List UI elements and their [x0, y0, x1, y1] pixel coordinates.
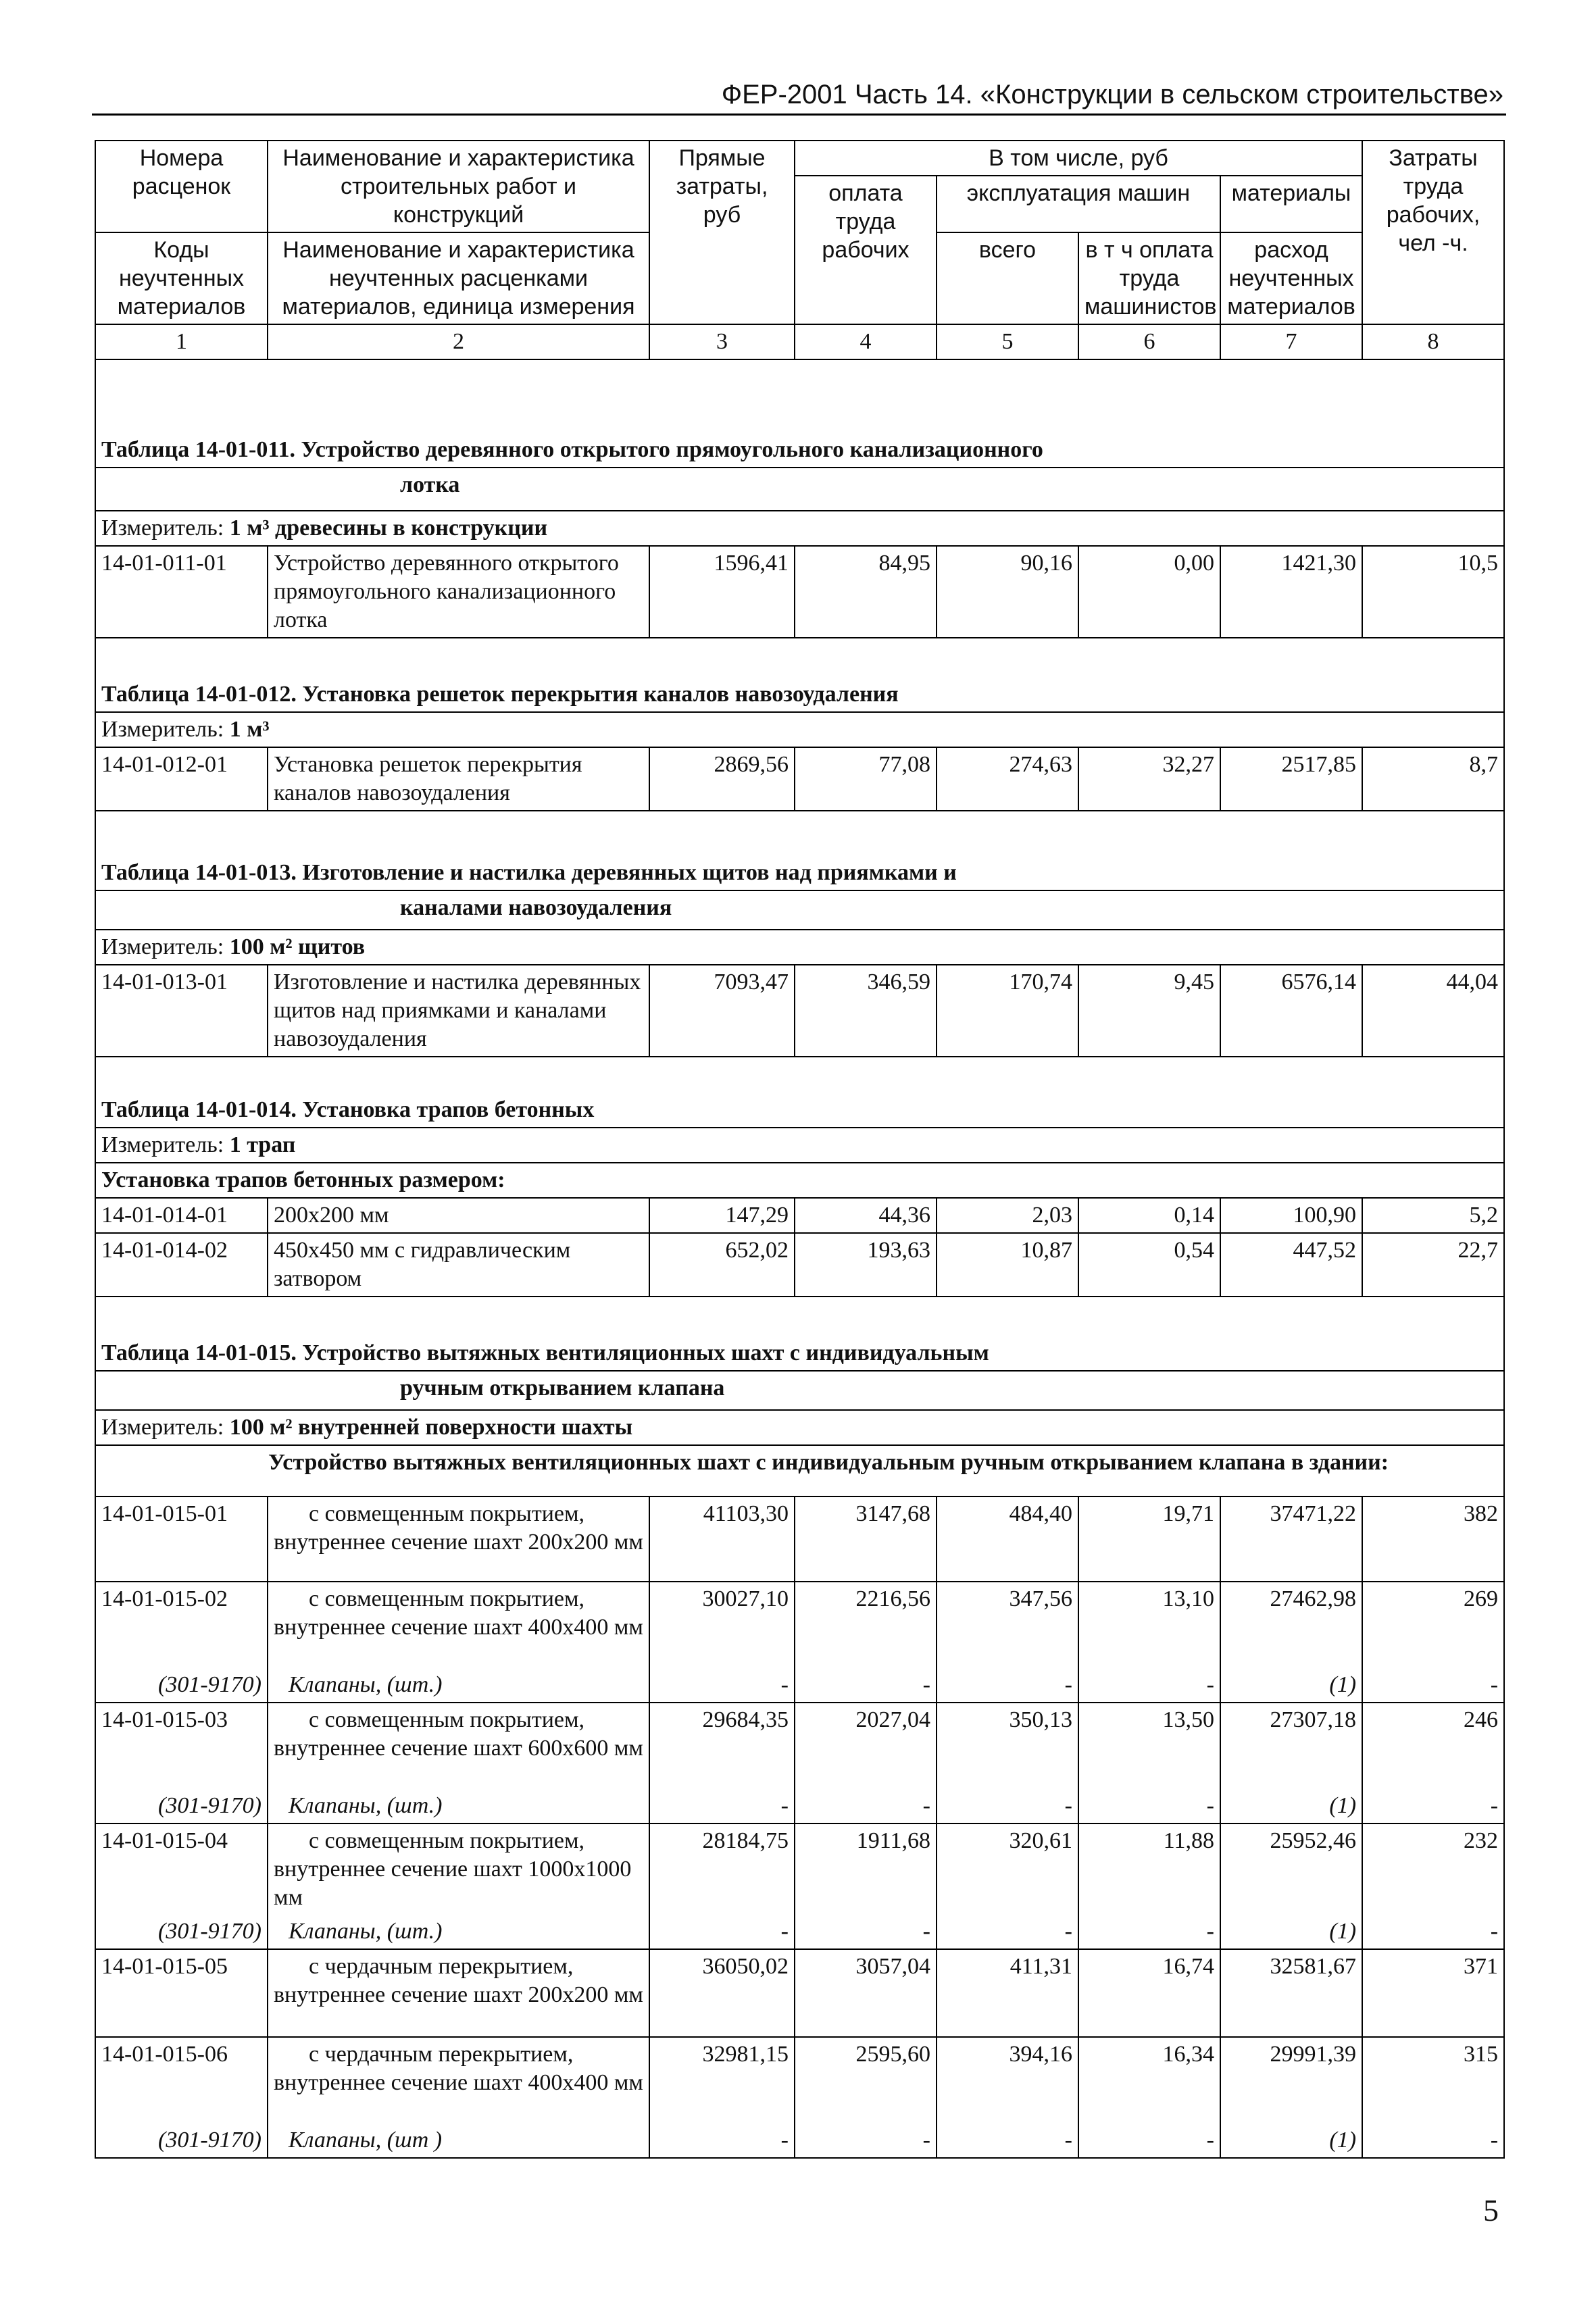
cell-machines: - [937, 1915, 1078, 1949]
cell-hours: - [1362, 2123, 1504, 2158]
cell-materials: (1) [1220, 1915, 1362, 1949]
cell-direct: 652,02 [649, 1233, 795, 1297]
cell-direct: 1596,41 [649, 546, 795, 638]
table-title: Таблица 14-01-012. Установка решеток перекрытия каналов навозоудаления [95, 638, 1504, 712]
material-name: Клапаны, (шт ) [268, 2123, 649, 2158]
cell-machines: 347,56 [937, 1582, 1078, 1668]
cell-operators: 13,10 [1078, 1582, 1220, 1668]
cell-labor: - [795, 1789, 937, 1823]
cell-operators: 13,50 [1078, 1703, 1220, 1789]
cell-labor: 3057,04 [795, 1949, 937, 2037]
running-header: ФЕР-2001 Часть 14. «Конструкции в сельском строительстве» [721, 80, 1503, 109]
cell-materials: 27307,18 [1220, 1703, 1362, 1789]
row-code: 14-01-011-01 [95, 546, 268, 638]
measure: Измеритель: 100 м² внутренней поверхности шахты [95, 1410, 1504, 1445]
cell-labor: 2027,04 [795, 1703, 937, 1789]
cell-materials: 25952,46 [1220, 1823, 1362, 1915]
cell-hours: - [1362, 1668, 1504, 1703]
cell-direct: 36050,02 [649, 1949, 795, 2037]
cell-direct: 41103,30 [649, 1496, 795, 1582]
cell-labor: 2595,60 [795, 2037, 937, 2123]
cell-operators: - [1078, 1789, 1220, 1823]
row-name: 200х200 мм [268, 1198, 649, 1233]
cell-labor: - [795, 2123, 937, 2158]
col-header-2-top: Наименование и характеристика строительных работ и конструкций [268, 141, 649, 232]
col-header-1-top: Номера расценок [95, 141, 268, 232]
col-header-1-bottom: Коды неучтенных материалов [95, 232, 268, 324]
col-number: 5 [937, 324, 1078, 359]
cell-operators: 11,88 [1078, 1823, 1220, 1915]
col-header-3: Прямые затраты, руб [649, 141, 795, 324]
row-name: с совмещенным покрытием, внутреннее сечение шахт 200х200 мм [268, 1496, 649, 1582]
cell-operators: 19,71 [1078, 1496, 1220, 1582]
col-number: 8 [1362, 324, 1504, 359]
measure: Измеритель: 1 м³ [95, 712, 1504, 747]
cell-machines: - [937, 1668, 1078, 1703]
cell-hours: 22,7 [1362, 1233, 1504, 1297]
cell-materials: 29991,39 [1220, 2037, 1362, 2123]
table-title-cont: каналами навозоудаления [95, 890, 1504, 930]
row-code: 14-01-015-02 [95, 1582, 268, 1668]
cell-labor: 3147,68 [795, 1496, 937, 1582]
cell-hours: 382 [1362, 1496, 1504, 1582]
table-title-cont: ручным открыванием клапана [95, 1371, 1504, 1410]
cell-operators: - [1078, 1915, 1220, 1949]
cell-direct: - [649, 2123, 795, 2158]
cell-direct: 32981,15 [649, 2037, 795, 2123]
cell-hours: 232 [1362, 1823, 1504, 1915]
cell-machines: 320,61 [937, 1823, 1078, 1915]
material-name: Клапаны, (шт.) [268, 1789, 649, 1823]
cell-hours: 371 [1362, 1949, 1504, 2037]
row-code: 14-01-015-04 [95, 1823, 268, 1915]
row-code: 14-01-015-03 [95, 1703, 268, 1789]
row-code: 14-01-014-01 [95, 1198, 268, 1233]
cell-labor: 2216,56 [795, 1582, 937, 1668]
cell-operators: 0,14 [1078, 1198, 1220, 1233]
cell-direct: 28184,75 [649, 1823, 795, 1915]
row-code: 14-01-014-02 [95, 1233, 268, 1297]
cell-machines: 90,16 [937, 546, 1078, 638]
table-title-cont: лотка [95, 468, 1504, 511]
col-number: 2 [268, 324, 649, 359]
material-code: (301-9170) [95, 1915, 268, 1949]
cell-hours: 5,2 [1362, 1198, 1504, 1233]
price-table [95, 140, 1505, 2159]
row-name: с совмещенным покрытием, внутреннее сечение шахт 600х600 мм [268, 1703, 649, 1789]
col-number: 3 [649, 324, 795, 359]
row-code: 14-01-015-06 [95, 2037, 268, 2123]
row-code: 14-01-012-01 [95, 747, 268, 811]
material-name: Клапаны, (шт.) [268, 1668, 649, 1703]
cell-machines: 2,03 [937, 1198, 1078, 1233]
header-rule [92, 114, 1506, 116]
cell-materials: 6576,14 [1220, 965, 1362, 1057]
col-header-7: расход неучтенных материалов [1220, 232, 1362, 324]
subheading: Устройство вытяжных вентиляционных шахт с индивидуальным ручным открыванием клапана в здании: [95, 1445, 1504, 1496]
col-header-materials: материалы [1220, 176, 1362, 232]
cell-materials: 27462,98 [1220, 1582, 1362, 1668]
material-name: Клапаны, (шт.) [268, 1915, 649, 1949]
material-code: (301-9170) [95, 1668, 268, 1703]
row-code: 14-01-013-01 [95, 965, 268, 1057]
cell-machines: - [937, 2123, 1078, 2158]
cell-direct: - [649, 1668, 795, 1703]
cell-operators: 0,00 [1078, 546, 1220, 638]
cell-machines: - [937, 1789, 1078, 1823]
col-number: 7 [1220, 324, 1362, 359]
cell-labor: 193,63 [795, 1233, 937, 1297]
cell-labor: - [795, 1668, 937, 1703]
row-code: 14-01-015-05 [95, 1949, 268, 2037]
cell-machines: 170,74 [937, 965, 1078, 1057]
table-title: Таблица 14-01-015. Устройство вытяжных вентиляционных шахт с индивидуальным [95, 1297, 1504, 1371]
measure: Измеритель: 100 м² щитов [95, 930, 1504, 965]
material-code: (301-9170) [95, 2123, 268, 2158]
cell-materials: 37471,22 [1220, 1496, 1362, 1582]
cell-hours: 8,7 [1362, 747, 1504, 811]
cell-operators: - [1078, 2123, 1220, 2158]
col-header-8: Затраты труда рабочих, чел -ч. [1362, 141, 1504, 324]
col-header-6: в т ч оплата труда машинистов [1078, 232, 1220, 324]
cell-labor: 77,08 [795, 747, 937, 811]
cell-hours: - [1362, 1915, 1504, 1949]
cell-direct: 2869,56 [649, 747, 795, 811]
cell-machines: 350,13 [937, 1703, 1078, 1789]
cell-hours: 44,04 [1362, 965, 1504, 1057]
table-title: Таблица 14-01-013. Изготовление и настилка деревянных щитов над приямками и [95, 811, 1504, 890]
cell-operators: 0,54 [1078, 1233, 1220, 1297]
cell-direct: - [649, 1789, 795, 1823]
cell-materials: (1) [1220, 2123, 1362, 2158]
cell-labor: 84,95 [795, 546, 937, 638]
row-name: с совмещенным покрытием, внутреннее сечение шахт 1000х1000 мм [268, 1823, 649, 1915]
cell-materials: 447,52 [1220, 1233, 1362, 1297]
cell-operators: 32,27 [1078, 747, 1220, 811]
row-name: 450х450 мм с гидравлическим затвором [268, 1233, 649, 1297]
table-title: Таблица 14-01-011. Устройство деревянного открытого прямоугольного канализационного [95, 359, 1504, 468]
col-header-2-bottom: Наименование и характеристика неучтенных расценками материалов, единица измерения [268, 232, 649, 324]
cell-materials: 2517,85 [1220, 747, 1362, 811]
cell-hours: 315 [1362, 2037, 1504, 2123]
cell-machines: 411,31 [937, 1949, 1078, 2037]
material-code: (301-9170) [95, 1789, 268, 1823]
cell-direct: 30027,10 [649, 1582, 795, 1668]
cell-labor: 1911,68 [795, 1823, 937, 1915]
row-name: с чердачным перекрытием, внутреннее сечение шахт 400х400 мм [268, 2037, 649, 2123]
col-number: 6 [1078, 324, 1220, 359]
cell-operators: 9,45 [1078, 965, 1220, 1057]
cell-materials: 32581,67 [1220, 1949, 1362, 2037]
cell-operators: 16,74 [1078, 1949, 1220, 2037]
cell-hours: - [1362, 1789, 1504, 1823]
cell-direct: - [649, 1915, 795, 1949]
measure: Измеритель: 1 м³ древесины в конструкции [95, 511, 1504, 546]
cell-materials: 1421,30 [1220, 546, 1362, 638]
cell-machines: 274,63 [937, 747, 1078, 811]
row-name: с чердачным перекрытием, внутреннее сечение шахт 200х200 мм [268, 1949, 649, 2037]
cell-hours: 246 [1362, 1703, 1504, 1789]
table-title: Таблица 14-01-014. Установка трапов бетонных [95, 1057, 1504, 1128]
row-name: Изготовление и настилка деревянных щитов над приямками и каналами навозоудаления [268, 965, 649, 1057]
cell-labor: 346,59 [795, 965, 937, 1057]
cell-materials: 100,90 [1220, 1198, 1362, 1233]
cell-direct: 7093,47 [649, 965, 795, 1057]
row-name: Установка решеток перекрытия каналов навозоудаления [268, 747, 649, 811]
cell-machines: 394,16 [937, 2037, 1078, 2123]
cell-labor: 44,36 [795, 1198, 937, 1233]
page-number: 5 [1483, 2193, 1499, 2228]
cell-materials: (1) [1220, 1668, 1362, 1703]
col-number: 1 [95, 324, 268, 359]
col-header-machines: эксплуатация машин [937, 176, 1220, 232]
row-name: Устройство деревянного открытого прямоугольного канализационного лотка [268, 546, 649, 638]
subheading: Установка трапов бетонных размером: [95, 1163, 1504, 1198]
cell-materials: (1) [1220, 1789, 1362, 1823]
cell-hours: 269 [1362, 1582, 1504, 1668]
cell-labor: - [795, 1915, 937, 1949]
cell-operators: 16,34 [1078, 2037, 1220, 2123]
row-name: с совмещенным покрытием, внутреннее сечение шахт 400х400 мм [268, 1582, 649, 1668]
cell-machines: 10,87 [937, 1233, 1078, 1297]
cell-hours: 10,5 [1362, 546, 1504, 638]
row-code: 14-01-015-01 [95, 1496, 268, 1582]
cell-direct: 147,29 [649, 1198, 795, 1233]
cell-machines: 484,40 [937, 1496, 1078, 1582]
col-header-including: В том числе, руб [795, 141, 1362, 176]
measure: Измеритель: 1 трап [95, 1128, 1504, 1163]
col-header-4: оплата труда рабочих [795, 176, 937, 324]
col-number: 4 [795, 324, 937, 359]
cell-direct: 29684,35 [649, 1703, 795, 1789]
col-header-5: всего [937, 232, 1078, 324]
cell-operators: - [1078, 1668, 1220, 1703]
